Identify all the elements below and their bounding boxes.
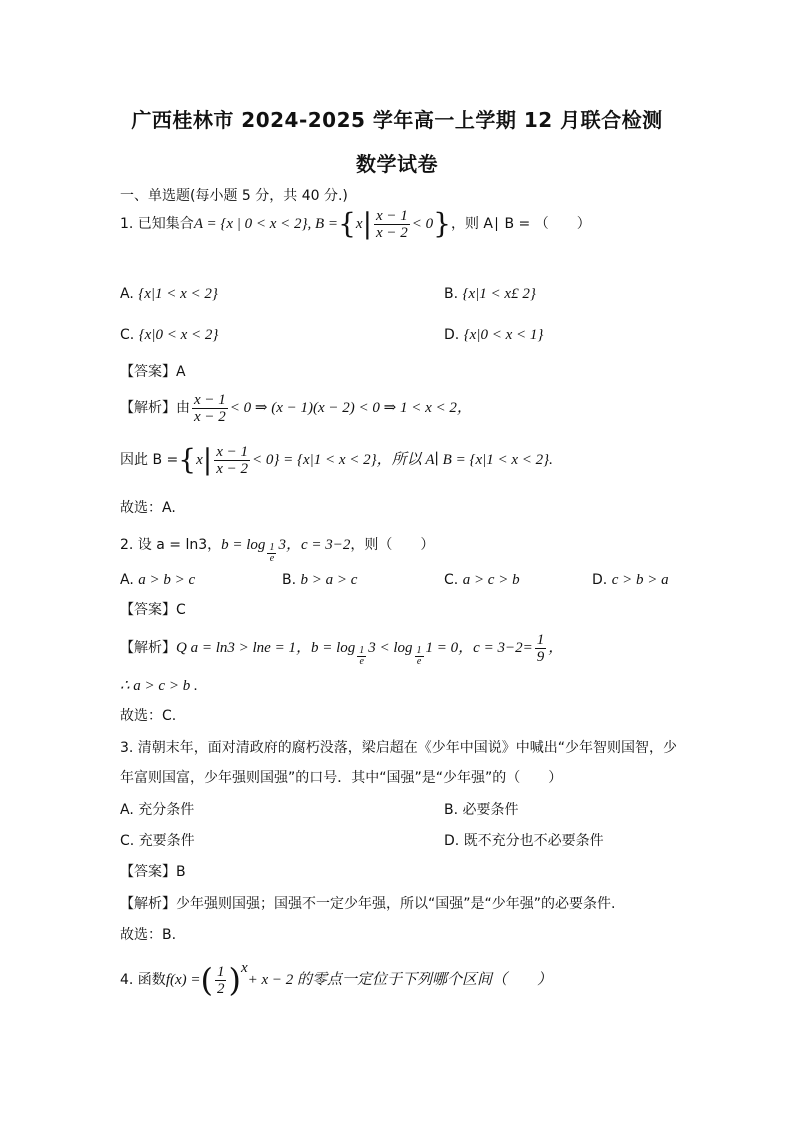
q2-analysis-part5: c = 3 (473, 640, 505, 656)
q1-left-brace: { (338, 207, 356, 240)
q2-analysis-label: 【解析】 (120, 640, 176, 656)
q2-analysis-part4: 1 = 0， (425, 640, 474, 656)
q2-option-b-label: B. (282, 572, 297, 588)
q2-analysis-base1-num: 1 (359, 644, 365, 656)
q1-analysis-frac-den: x − 2 (194, 408, 226, 425)
q1-option-d-text: {x|0 < x < 1} (463, 327, 544, 343)
q1-option-a-label: A. (120, 286, 134, 302)
q3-analysis: 【解析】少年强则国强；国强不一定少年强，所以“国强”是“少年强”的必要条件. (120, 896, 616, 912)
q3-stem-line1: 3. 清朝末年，面对清政府的腐朽没落，梁启超在《少年中国说》中喊出“少年智则国智，少 (120, 740, 678, 756)
q2-analysis-base1-den: e (359, 655, 364, 667)
q2-b-arg: 3 (278, 537, 286, 553)
q3-option-b-label: B. (444, 802, 459, 818)
q2-b-expr: b = log (221, 537, 266, 553)
q3-option-d-text: 既不充分也不必要条件 (463, 833, 604, 849)
q1-option-c-text: {x|0 < x < 2} (138, 327, 219, 343)
q4-right-paren: ) (228, 961, 241, 999)
q1-set-b-fraction (374, 208, 410, 241)
exam-title: 广西桂林市 2024-2025 学年高一上学期 12 月联合检测 (131, 108, 663, 132)
q2-stem-text: 2. 设 a = ln3， (120, 537, 222, 553)
q3-option-a (120, 800, 194, 820)
q4-rest: + x − 2 的零点一定位于下列哪个区间（ ） (247, 972, 553, 988)
q1-option-a-text: {x|1 < x < 2} (138, 286, 218, 302)
q4-func: f(x) = (165, 972, 201, 988)
q1-analysis2-fraction (214, 444, 250, 477)
q1-set-b-var: x (355, 216, 363, 232)
q1-frac-num: x − 1 (376, 207, 408, 224)
q1-option-d (444, 325, 543, 345)
q1-set-b-prefix: , B = (307, 216, 339, 232)
q2-stem (120, 530, 435, 564)
q2-option-d-label: D. (592, 572, 608, 588)
q2-conclusion: 故选：C. (120, 708, 177, 724)
q1-set-b-tail: < 0 (411, 216, 434, 232)
q2-analysis-part3: 3 < log (368, 640, 413, 656)
exam-subtitle: 数学试卷 (356, 152, 438, 176)
q4-half (215, 964, 227, 997)
q2-analysis-comma: ， (548, 640, 564, 656)
q2-therefore: ∴ a > c > b . (120, 678, 198, 694)
q1-analysis-fraction (192, 392, 228, 425)
q1-analysis2-frac-num: x − 1 (216, 443, 248, 460)
q1-analysis-rest: < 0 ⇒ (x − 1)(x − 2) < 0 ⇒ 1 < x < 2， (229, 400, 472, 416)
q3-option-c (120, 831, 195, 851)
q4-half-den: 2 (216, 980, 225, 997)
q4-stem-text: 4. 函数 (120, 972, 166, 988)
q1-option-c-label: C. (120, 327, 135, 343)
q1-option-b-text: {x|1 < x£ 2} (462, 286, 536, 302)
q1-analysis2-prefix: 因此 B = (120, 452, 179, 468)
q3-option-b (444, 800, 519, 820)
q1-analysis-label: 【解析】由 (120, 400, 190, 416)
q1-analysis2-bar: | (202, 443, 213, 476)
q1-option-c (120, 325, 218, 345)
q2-b-base-den: e (269, 552, 275, 564)
q2-option-a-label: A. (120, 572, 134, 588)
q2-option-c-text: a > c > b (462, 572, 520, 588)
q1-analysis (120, 388, 472, 428)
q3-answer: 【答案】B (120, 864, 186, 880)
q2-option-c-label: C. (444, 572, 459, 588)
q1-ask: ，则 A∣ B = （ ） (450, 216, 591, 232)
q1-stem (120, 204, 591, 244)
q3-option-c-text: 充要条件 (138, 833, 195, 849)
q2-analysis-part6: = (522, 640, 533, 656)
q2-option-a (120, 570, 195, 590)
q2-option-a-text: a > b > c (138, 572, 196, 588)
q1-conclusion: 故选：A. (120, 500, 176, 516)
q4-exp: x (240, 960, 248, 976)
q1-stem-text: 1. 已知集合 (120, 216, 194, 232)
q3-option-b-text: 必要条件 (462, 802, 519, 818)
q2-analysis-part1: Q a = ln3 > lne = 1， (176, 640, 311, 656)
q1-analysis2-left-brace: { (178, 443, 197, 476)
q4-left-paren: ( (200, 961, 213, 999)
q1-option-b-label: B. (444, 286, 459, 302)
q1-frac-den: x − 2 (376, 224, 408, 241)
q4-stem (120, 956, 552, 1004)
q2-analysis-base1 (357, 646, 366, 667)
q2-c-exp: −2 (332, 537, 351, 553)
q1-option-b (444, 284, 536, 304)
q1-analysis-frac-num: x − 1 (194, 391, 226, 408)
q2-analysis-ninth (535, 632, 547, 665)
q3-option-c-label: C. (120, 833, 135, 849)
q3-option-d-label: D. (444, 833, 460, 849)
q4-half-num: 1 (216, 963, 225, 980)
q1-set-a: A = {x | 0 < x < 2} (193, 216, 308, 232)
q1-bar: | (362, 207, 372, 240)
q2-analysis-base2-num: 1 (416, 644, 422, 656)
q2-ask: ，则（ ） (350, 537, 435, 553)
q3-option-a-label: A. (120, 802, 134, 818)
q3-conclusion: 故选：B. (120, 927, 177, 943)
q1-analysis2-var: x (196, 452, 203, 468)
q2-answer: 【答案】C (120, 602, 186, 618)
q1-answer: 【答案】A (120, 364, 186, 380)
q2-analysis-base2 (415, 646, 424, 667)
q1-analysis2-frac-den: x − 2 (216, 460, 248, 477)
q2-option-d (592, 570, 669, 590)
q1-analysis2-mid: < 0} = {x|1 < x < 2}，所以 A∣ B = {x|1 < x < 2}. (251, 452, 553, 468)
q3-stem-line2: 年富则国富，少年强则国强”的口号．其中“国强”是“少年强”的（ ） (120, 770, 563, 786)
q2-option-b (282, 570, 357, 590)
q2-c-expr: ，c = 3 (285, 537, 333, 553)
q2-option-d-text: c > b > a (611, 572, 669, 588)
q2-b-base (267, 543, 276, 564)
q2-b-base-num: 1 (269, 541, 275, 553)
q2-ninth-num: 1 (536, 631, 545, 648)
q3-option-d (444, 831, 604, 851)
q2-analysis (120, 628, 563, 668)
q1-right-brace: } (433, 207, 451, 240)
q2-analysis-part2: b = log (310, 640, 356, 656)
q2-analysis-base2-den: e (416, 655, 422, 667)
q1-option-a (120, 284, 218, 304)
q2-option-c (444, 570, 520, 590)
q2-ninth-den: 9 (536, 648, 545, 665)
q2-option-b-text: b > a > c (300, 572, 358, 588)
section-heading: 一、单选题(每小题 5 分，共 40 分.) (120, 188, 348, 204)
q1-analysis-2 (120, 440, 553, 480)
q3-option-a-text: 充分条件 (138, 802, 195, 818)
q2-analysis-exp: −2 (504, 640, 523, 656)
q1-option-d-label: D. (444, 327, 460, 343)
